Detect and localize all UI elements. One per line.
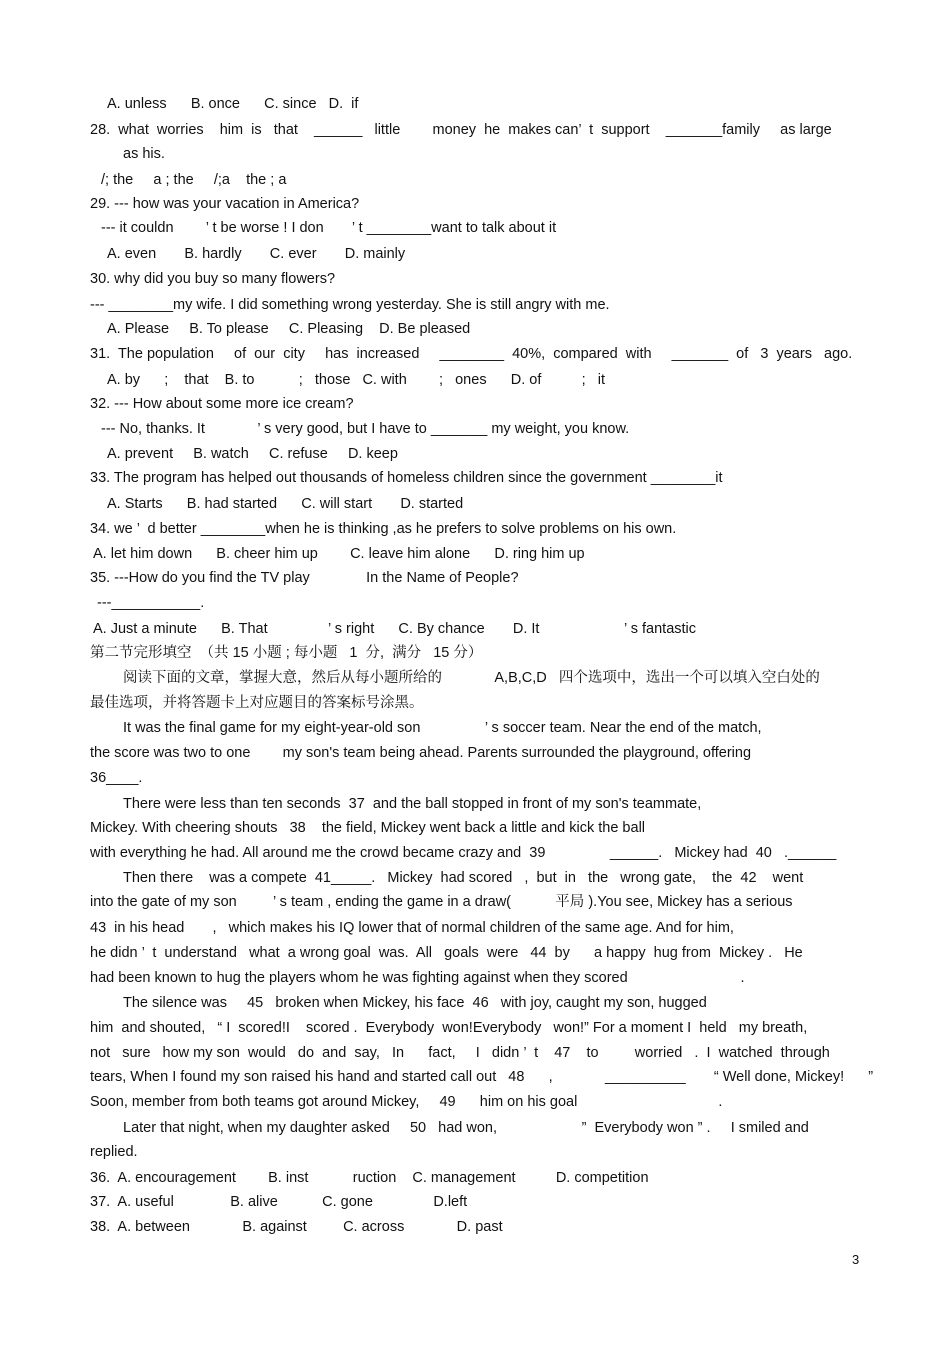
text-line: ---___________.: [97, 595, 205, 611]
text-line: There were less than ten seconds 37 and the ball stopped in front of my son's teammate,: [123, 796, 702, 812]
text-line: 31. The population of our city has increased ________ 40%, compared with _______ of 3 years ago.: [90, 346, 853, 362]
text-line: 34. we ’ d better ________when he is thinking ,as he prefers to solve problems on his own.: [90, 521, 677, 537]
text-line: with everything he had. All around me the crowd became crazy and 39 ______. Mickey had 40 .______: [90, 845, 837, 861]
text-line: 36. A. encouragement B. inst ruction C. management D. competition: [90, 1170, 649, 1186]
text-line: tears, When I found my son raised his hand and started call out 48 , __________ “ Well done, Mickey! ”: [90, 1069, 874, 1085]
text-line: --- ________my wife. I did something wrong yesterday. She is still angry with me.: [90, 297, 610, 313]
text-line: A. Starts B. had started C. will start D. started: [107, 496, 464, 512]
text-line: Soon, member from both teams got around Mickey, 49 him on his goal .: [90, 1094, 723, 1110]
text-line: 38. A. between B. against C. across D. past: [90, 1219, 503, 1235]
text-line: A. even B. hardly C. ever D. mainly: [107, 246, 406, 262]
text-line: --- No, thanks. It ’ s very good, but I have to _______ my weight, you know.: [101, 421, 630, 437]
text-line: 33. The program has helped out thousands of homeless children since the government ________it: [90, 470, 723, 486]
text-line: Later that night, when my daughter asked 50 had won, ” Everybody won ” . I smiled and: [123, 1120, 809, 1136]
text-line: 35. ---How do you find the TV play In the Name of People?: [90, 570, 519, 586]
text-line: A. unless B. once C. since D. if: [107, 96, 359, 112]
text-line: 43 in his head , which makes his IQ lower that of normal children of the same age. And for him,: [90, 920, 734, 936]
text-line: /; the a ; the /;a the ; a: [101, 172, 287, 188]
text-line: A. let him down B. cheer him up C. leave him alone D. ring him up: [93, 546, 585, 562]
text-line: 32. --- How about some more ice cream?: [90, 396, 354, 412]
text-line: A. prevent B. watch C. refuse D. keep: [107, 446, 398, 462]
text-line: A. by ; that B. to ; those C. with ; ones D. of ; it: [107, 372, 606, 388]
text-line: 28. what worries him is that ______ little money he makes can’ t support _______family as large: [90, 122, 832, 138]
text-line: A. Please B. To please C. Pleasing D. Be pleased: [107, 321, 471, 337]
section-heading: 第二节完形填空 （共 15 小题 ; 每小题 1 分, 满分 15 分）: [90, 645, 483, 661]
text-line: 最佳选项，并将答题卡上对应题目的答案标号涂黑。: [90, 695, 424, 711]
text-line: 29. --- how was your vacation in America?: [90, 196, 360, 212]
text-line: had been known to hug the players whom he was fighting against when they scored .: [90, 970, 745, 986]
text-line: The silence was 45 broken when Mickey, his face 46 with joy, caught my son, hugged: [123, 995, 707, 1011]
text-line: 阅读下面的文章，掌握大意，然后从每小题所给的 A,B,C,D 四个选项中，选出一个可以填入空白处的: [123, 670, 820, 686]
text-line: replied.: [90, 1144, 138, 1160]
text-line: the score was two to one my son's team being ahead. Parents surrounded the playground, offering: [90, 745, 752, 761]
text-line: into the gate of my son ’ s team , ending the game in a draw( 平局 ).You see, Mickey has a serious: [90, 894, 793, 910]
text-line: him and shouted, “ I scored!I scored . Everybody won!Everybody won!” For a moment I held my breath,: [90, 1020, 808, 1036]
text-line: not sure how my son would do and say, In fact, I didn ’ t 47 to worried . I watched through: [90, 1045, 830, 1061]
text-line: A. Just a minute B. That ’ s right C. By chance D. It ’ s fantastic: [93, 621, 697, 637]
text-line: Mickey. With cheering shouts 38 the field, Mickey went back a little and kick the ball: [90, 820, 646, 836]
text-line: Then there was a compete 41_____. Mickey had scored , but in the wrong gate, the 42 went: [123, 870, 804, 886]
text-line: 36____.: [90, 770, 143, 786]
page-number: 3: [852, 1252, 860, 1267]
text-line: he didn ’ t understand what a wrong goal was. All goals were 44 by a happy hug from Mickey . He: [90, 945, 803, 961]
text-line: 37. A. useful B. alive C. gone D.left: [90, 1194, 468, 1210]
text-line: It was the final game for my eight-year-old son ’ s soccer team. Near the end of the match,: [123, 720, 762, 736]
text-line: --- it couldn ’ t be worse ! I don ’ t ________want to talk about it: [101, 220, 557, 236]
text-line: as his.: [123, 146, 165, 162]
text-line: 30. why did you buy so many flowers?: [90, 271, 336, 287]
